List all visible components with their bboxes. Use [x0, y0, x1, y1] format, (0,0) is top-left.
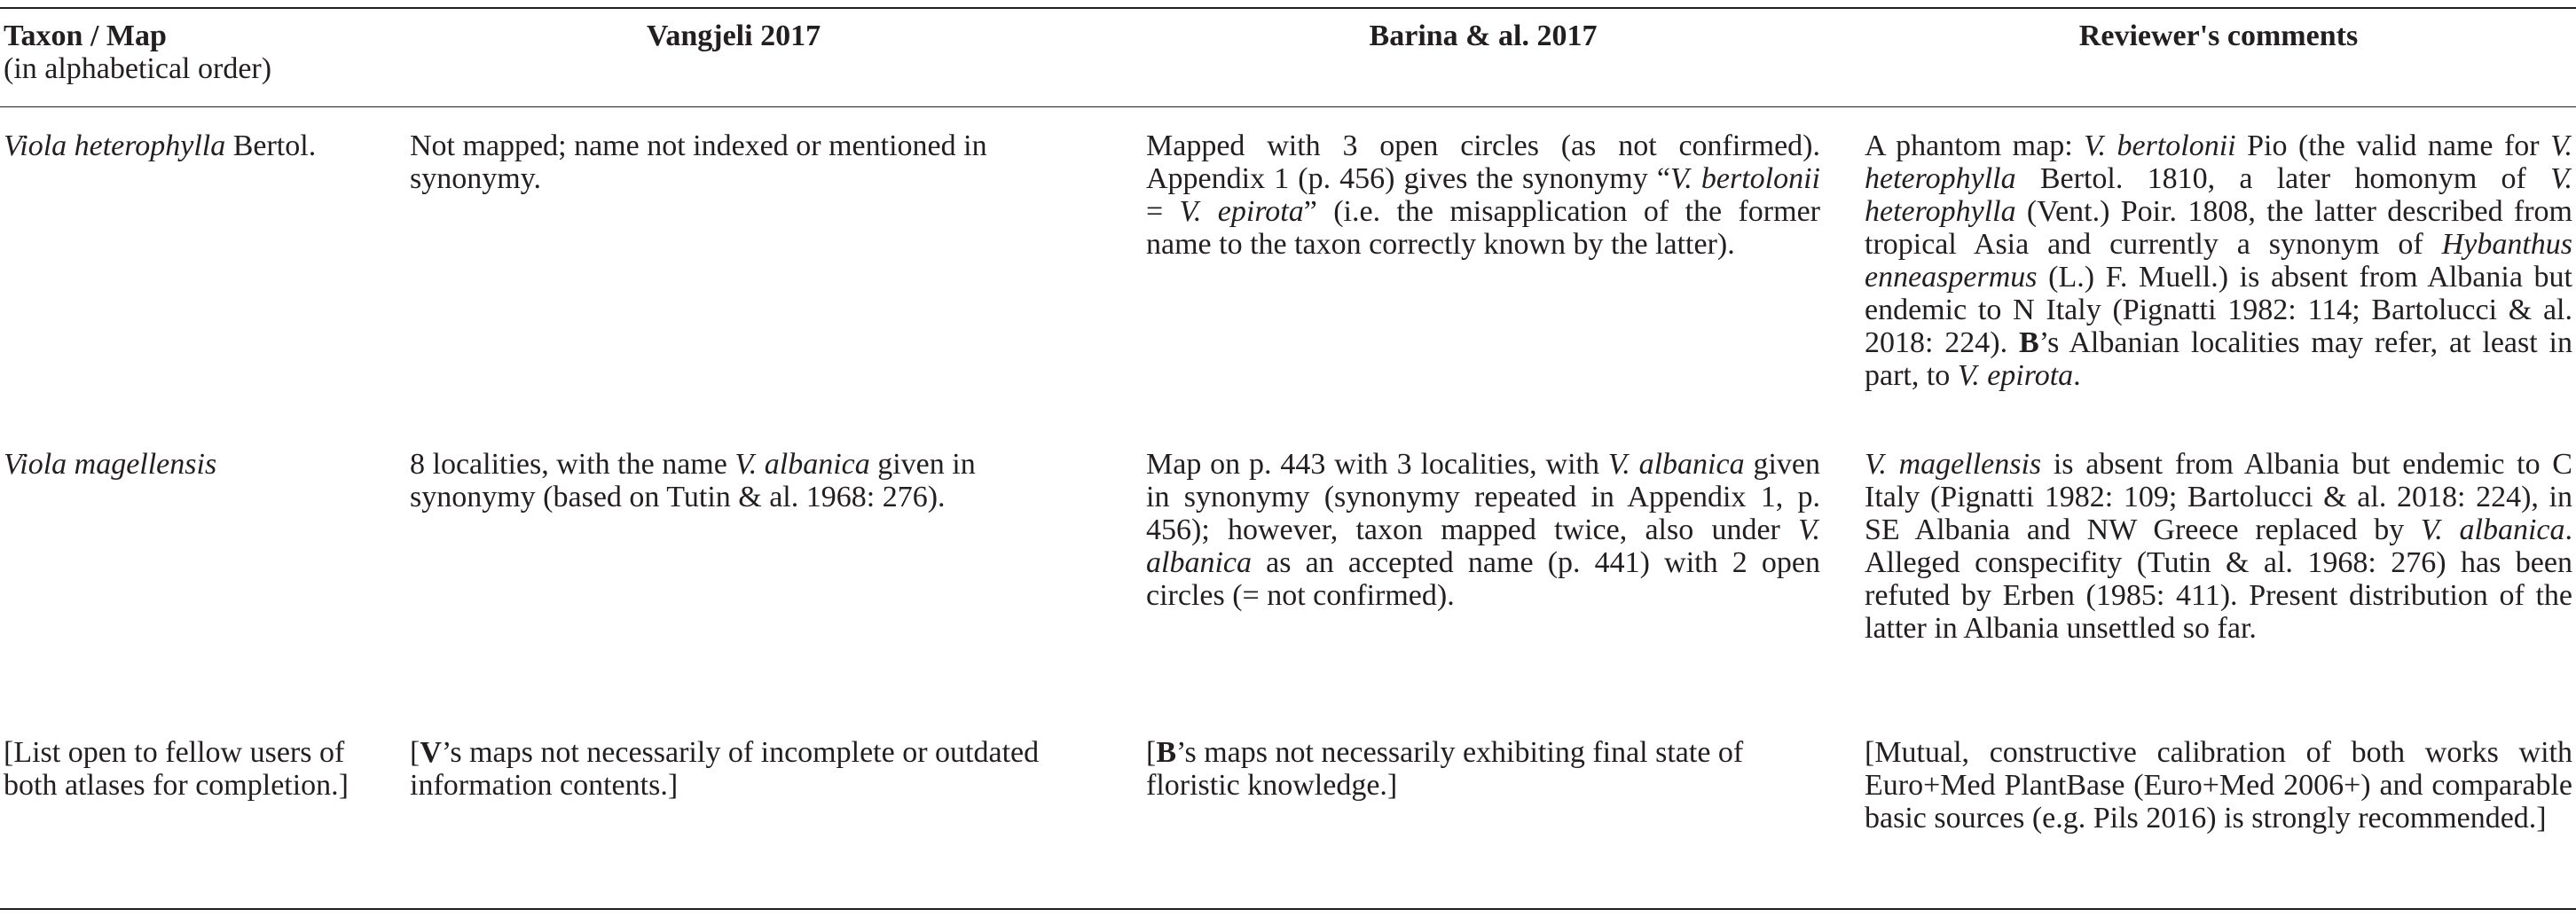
barina-cell — [1146, 129, 1820, 261]
text-run: ’s maps not necessarily exhibiting final state of floristic knowledge.] — [1146, 736, 1744, 802]
italic-run: V. albanica — [734, 448, 870, 481]
bold-run: B — [2019, 326, 2039, 359]
text-run: (L.) F. Muell.) is absent from Albania but endemic to N Italy (Pignatti 1982: 114; Bartolucci & al. 2018: 224). — [1865, 261, 2572, 359]
italic-run: V. albanica — [1607, 448, 1745, 481]
barina-cell — [1146, 448, 1820, 612]
taxon-name: Viola magellensis — [4, 448, 217, 481]
text-run: Bertol. 1810, a later homonym of — [2015, 162, 2551, 195]
text-run: Pio (the valid name for — [2235, 129, 2551, 162]
reviewer-cell — [1865, 448, 2572, 645]
text-run: 8 localities, with the name — [410, 448, 735, 481]
header-taxon-map — [4, 20, 385, 85]
text-run: Map on p. 443 with 3 localities, with — [1146, 448, 1608, 481]
barina-cell — [1146, 736, 1820, 802]
table-bottom-rule — [0, 908, 2576, 910]
bold-run: B — [1156, 736, 1177, 769]
italic-run: V. albanica — [2420, 513, 2565, 546]
italic-run: V. bertolonii — [1669, 162, 1821, 195]
taxon-cell — [4, 129, 376, 162]
text-run: is absent from Albania but endemic to C Italy (Pignatti 1982: 109; Bartolucci & al. 2018: 224), in SE Albania and NW Greece replaced by — [1865, 448, 2572, 546]
text-run: given in synonymy (based on Tutin & al. 1968: 276). — [410, 448, 976, 513]
header-taxon-map-label: Taxon / Map — [4, 20, 167, 52]
taxon-name: Viola heterophylla — [4, 129, 226, 162]
italic-run: V. heterophylla — [1865, 129, 2572, 195]
text-run: [ — [1146, 736, 1157, 769]
text-run: Mapped with 3 open circles (as not confirmed). Appendix 1 (p. 456) gives the synonymy “ — [1146, 129, 1820, 195]
italic-run: V. heterophylla — [1865, 162, 2572, 228]
vangjeli-cell — [410, 736, 1084, 802]
text-run: (Vent.) Poir. 1808, the latter described from tropical Asia and currently a synonym of — [1865, 195, 2572, 261]
text-run: . — [2073, 359, 2081, 392]
vangjeli-cell: Not mapped; name not indexed or mentioned in synonymy. — [410, 129, 987, 195]
text-run: = — [1146, 195, 1180, 228]
vangjeli-cell — [410, 448, 1084, 513]
header-reviewer: Reviewer's comments — [2078, 20, 2359, 52]
taxon-cell: [List open to fellow users of both atlases for completion.] — [4, 736, 349, 802]
reviewer-cell — [1865, 129, 2572, 392]
text-run: as an accepted name (p. 441) with 2 open circles (= not confirmed). — [1146, 546, 1820, 612]
header-vangjeli: Vangjeli 2017 — [646, 20, 821, 52]
text-run: ’s Albanian localities may refer, at least in part, to — [1865, 326, 2572, 392]
taxon-cell — [4, 448, 376, 481]
bold-run: V — [420, 736, 442, 769]
italic-run: Hybanthus enneaspermus — [1865, 228, 2572, 294]
italic-run: V. albanica — [1146, 513, 1820, 579]
italic-run: V. bertolonii — [2084, 129, 2236, 162]
reviewer-cell: [Mutual, constructive calibration of both works with Euro+Med PlantBase (Euro+Med 2006+) and comparable basic sources (e.g. Pils 2016) is strongly recommended.] — [1865, 736, 2572, 835]
text-run: ’s maps not necessarily of incomplete or outdated information contents.] — [410, 736, 1040, 802]
header-barina: Barina & al. 2017 — [1369, 20, 1598, 52]
table-header-rule — [0, 106, 2576, 107]
table-header-row — [0, 20, 2576, 99]
header-taxon-map-sub: (in alphabetical order) — [4, 52, 272, 85]
text-run: . Alleged conspecifity (Tutin & al. 1968: 276) has been refuted by Erben (1985: 411). Present distribution of the latter in Albania unsettled so far. — [1865, 513, 2573, 645]
text-run: A phantom map: — [1865, 129, 2085, 162]
text-run: [ — [410, 736, 420, 769]
text-run: ” (i.e. the misapplication of the former name to the taxon correctly known by the latter). — [1146, 195, 1820, 261]
text-run: given in synonymy (synonymy repeated in Appendix 1, p. 456); however, taxon mapped twice, also under — [1146, 448, 1820, 546]
table-top-rule — [0, 7, 2576, 9]
taxon-author: Bertol. — [225, 129, 317, 162]
italic-run: V. magellensis — [1865, 448, 2042, 481]
italic-run: V. epirota — [1957, 359, 2074, 392]
italic-run: V. epirota — [1179, 195, 1304, 228]
